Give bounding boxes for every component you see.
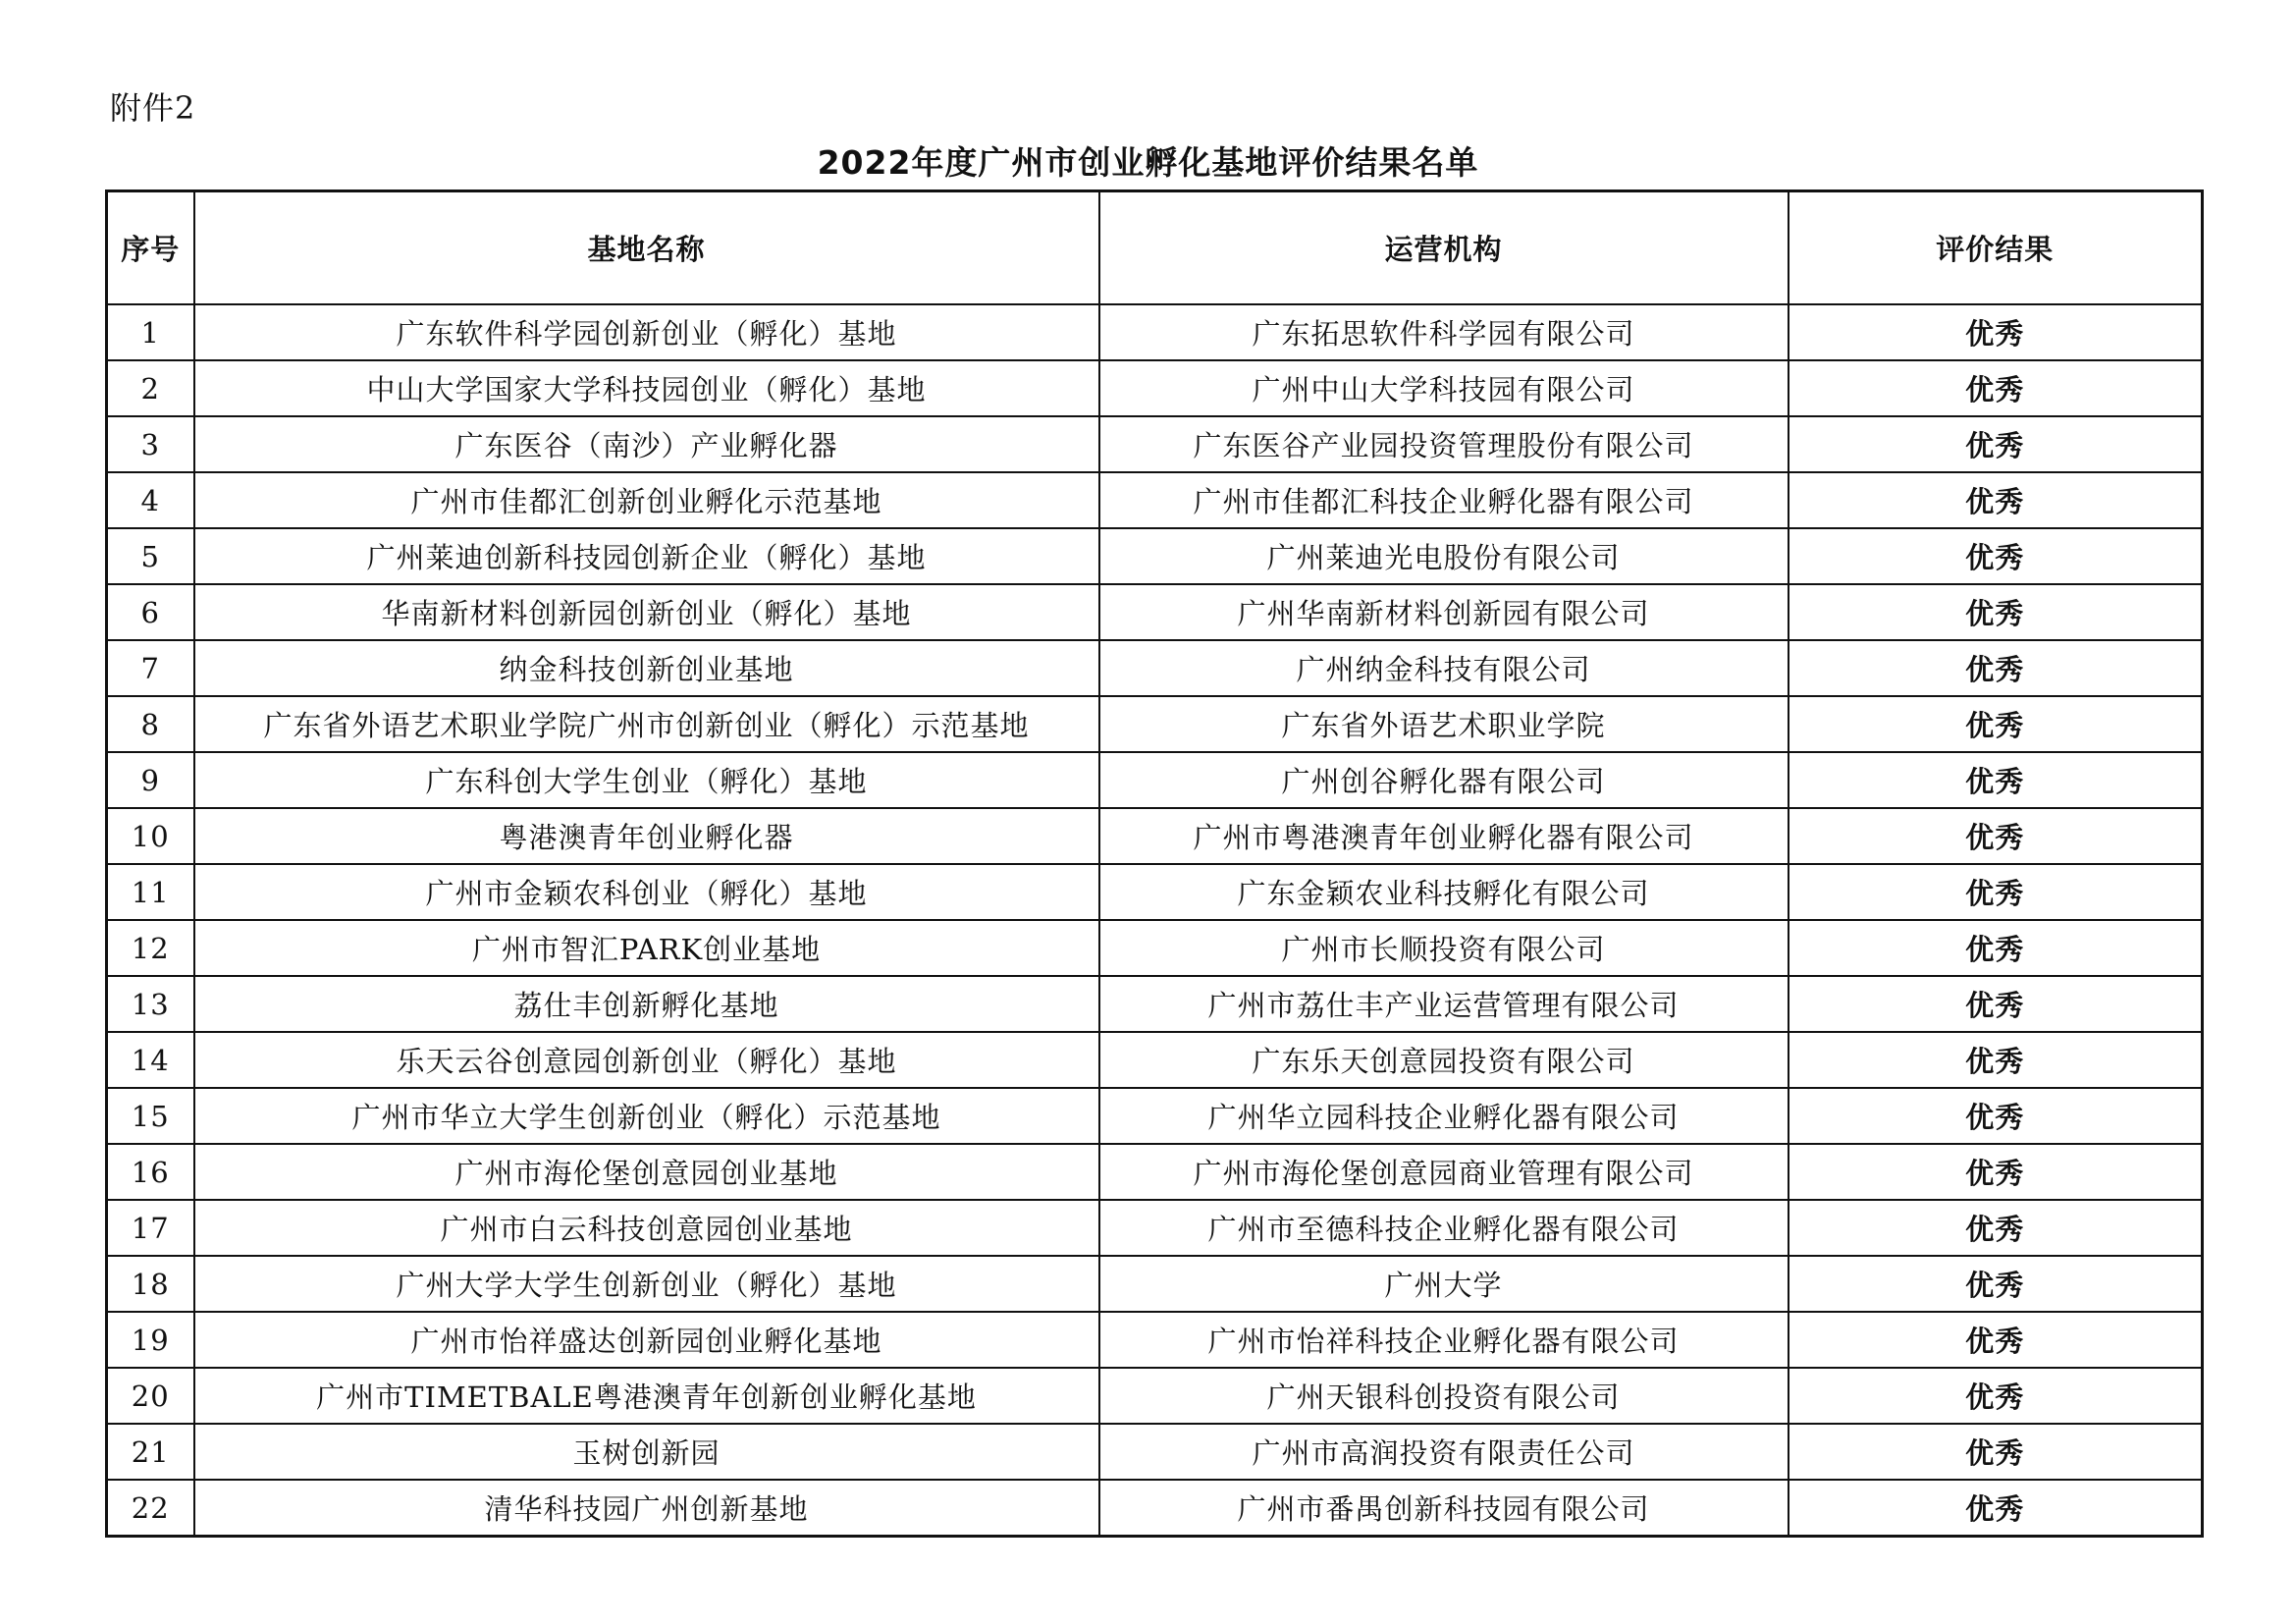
cell-base-name: 广州莱迪创新科技园创新企业（孵化）基地 [194, 528, 1099, 584]
cell-number: 9 [107, 752, 194, 808]
table-body [107, 304, 2203, 1537]
cell-number: 17 [107, 1200, 194, 1256]
cell-number: 18 [107, 1256, 194, 1312]
cell-result: 优秀 [1789, 1200, 2203, 1256]
cell-base-name: 广州市白云科技创意园创业基地 [194, 1200, 1099, 1256]
cell-number: 16 [107, 1144, 194, 1200]
cell-base-name: 广东科创大学生创业（孵化）基地 [194, 752, 1099, 808]
cell-number: 22 [107, 1480, 194, 1537]
cell-number: 12 [107, 920, 194, 976]
cell-operator: 广州华南新材料创新园有限公司 [1099, 584, 1789, 640]
cell-number: 2 [107, 360, 194, 416]
cell-operator: 广州市海伦堡创意园商业管理有限公司 [1099, 1144, 1789, 1200]
cell-base-name: 广州市华立大学生创新创业（孵化）示范基地 [194, 1088, 1099, 1144]
cell-number: 4 [107, 472, 194, 528]
cell-number: 7 [107, 640, 194, 696]
cell-result: 优秀 [1789, 808, 2203, 864]
table-row [107, 472, 2203, 528]
cell-operator: 广州市至德科技企业孵化器有限公司 [1099, 1200, 1789, 1256]
cell-base-name: 广州市TIMETBALE粤港澳青年创新创业孵化基地 [194, 1368, 1099, 1424]
table-row [107, 1032, 2203, 1088]
cell-operator: 广东拓思软件科学园有限公司 [1099, 304, 1789, 360]
table-row [107, 752, 2203, 808]
table-row [107, 528, 2203, 584]
table-row [107, 1256, 2203, 1312]
cell-result: 优秀 [1789, 1480, 2203, 1537]
cell-operator: 广州市粤港澳青年创业孵化器有限公司 [1099, 808, 1789, 864]
cell-operator: 广东医谷产业园投资管理股份有限公司 [1099, 416, 1789, 472]
cell-result: 优秀 [1789, 1368, 2203, 1424]
table-row [107, 1424, 2203, 1480]
column-header-result: 评价结果 [1789, 191, 2203, 305]
cell-number: 14 [107, 1032, 194, 1088]
cell-result: 优秀 [1789, 416, 2203, 472]
cell-operator: 广州市佳都汇科技企业孵化器有限公司 [1099, 472, 1789, 528]
cell-base-name: 中山大学国家大学科技园创业（孵化）基地 [194, 360, 1099, 416]
cell-operator: 广州市番禺创新科技园有限公司 [1099, 1480, 1789, 1537]
cell-operator: 广州市荔仕丰产业运营管理有限公司 [1099, 976, 1789, 1032]
cell-result: 优秀 [1789, 752, 2203, 808]
cell-base-name: 清华科技园广州创新基地 [194, 1480, 1099, 1537]
cell-base-name: 广州大学大学生创新创业（孵化）基地 [194, 1256, 1099, 1312]
table-row [107, 808, 2203, 864]
cell-number: 1 [107, 304, 194, 360]
cell-number: 21 [107, 1424, 194, 1480]
table-row [107, 416, 2203, 472]
cell-base-name: 粤港澳青年创业孵化器 [194, 808, 1099, 864]
cell-base-name: 玉树创新园 [194, 1424, 1099, 1480]
cell-result: 优秀 [1789, 696, 2203, 752]
table-row [107, 1088, 2203, 1144]
cell-result: 优秀 [1789, 1144, 2203, 1200]
cell-base-name: 广东软件科学园创新创业（孵化）基地 [194, 304, 1099, 360]
cell-result: 优秀 [1789, 1424, 2203, 1480]
table-row [107, 1200, 2203, 1256]
cell-operator: 广州市高润投资有限责任公司 [1099, 1424, 1789, 1480]
cell-result: 优秀 [1789, 1032, 2203, 1088]
cell-number: 10 [107, 808, 194, 864]
cell-base-name: 荔仕丰创新孵化基地 [194, 976, 1099, 1032]
cell-result: 优秀 [1789, 920, 2203, 976]
cell-number: 5 [107, 528, 194, 584]
cell-result: 优秀 [1789, 584, 2203, 640]
column-header-operator: 运营机构 [1099, 191, 1789, 305]
cell-result: 优秀 [1789, 1312, 2203, 1368]
cell-number: 6 [107, 584, 194, 640]
table-row [107, 976, 2203, 1032]
cell-base-name: 纳金科技创新创业基地 [194, 640, 1099, 696]
cell-base-name: 广州市金颖农科创业（孵化）基地 [194, 864, 1099, 920]
attachment-label: 附件2 [110, 89, 196, 127]
column-header-base-name: 基地名称 [194, 191, 1099, 305]
cell-operator: 广州中山大学科技园有限公司 [1099, 360, 1789, 416]
table-row [107, 1312, 2203, 1368]
cell-result: 优秀 [1789, 976, 2203, 1032]
cell-operator: 广州华立园科技企业孵化器有限公司 [1099, 1088, 1789, 1144]
table-row [107, 640, 2203, 696]
cell-result: 优秀 [1789, 304, 2203, 360]
cell-result: 优秀 [1789, 472, 2203, 528]
cell-number: 13 [107, 976, 194, 1032]
cell-base-name: 广东医谷（南沙）产业孵化器 [194, 416, 1099, 472]
table-row [107, 864, 2203, 920]
table-row [107, 1480, 2203, 1537]
cell-operator: 广东乐天创意园投资有限公司 [1099, 1032, 1789, 1088]
cell-result: 优秀 [1789, 360, 2203, 416]
evaluation-results-table [105, 189, 2204, 1538]
cell-result: 优秀 [1789, 528, 2203, 584]
cell-operator: 广州大学 [1099, 1256, 1789, 1312]
cell-base-name: 乐天云谷创意园创新创业（孵化）基地 [194, 1032, 1099, 1088]
cell-number: 19 [107, 1312, 194, 1368]
cell-operator: 广州纳金科技有限公司 [1099, 640, 1789, 696]
cell-base-name: 广东省外语艺术职业学院广州市创新创业（孵化）示范基地 [194, 696, 1099, 752]
cell-number: 20 [107, 1368, 194, 1424]
cell-base-name: 广州市智汇PARK创业基地 [194, 920, 1099, 976]
cell-operator: 广州莱迪光电股份有限公司 [1099, 528, 1789, 584]
cell-result: 优秀 [1789, 1256, 2203, 1312]
table-row [107, 360, 2203, 416]
cell-number: 3 [107, 416, 194, 472]
document-title: 2022年度广州市创业孵化基地评价结果名单 [817, 143, 1479, 182]
cell-operator: 广东省外语艺术职业学院 [1099, 696, 1789, 752]
table-row [107, 1368, 2203, 1424]
column-header-number: 序号 [107, 191, 194, 305]
cell-operator: 广州创谷孵化器有限公司 [1099, 752, 1789, 808]
cell-number: 8 [107, 696, 194, 752]
cell-base-name: 华南新材料创新园创新创业（孵化）基地 [194, 584, 1099, 640]
table-row [107, 584, 2203, 640]
cell-result: 优秀 [1789, 864, 2203, 920]
table-header-row [107, 191, 2203, 305]
cell-result: 优秀 [1789, 640, 2203, 696]
cell-number: 11 [107, 864, 194, 920]
cell-operator: 广州市怡祥科技企业孵化器有限公司 [1099, 1312, 1789, 1368]
cell-base-name: 广州市怡祥盛达创新园创业孵化基地 [194, 1312, 1099, 1368]
cell-operator: 广州天银科创投资有限公司 [1099, 1368, 1789, 1424]
table-row [107, 920, 2203, 976]
table-row [107, 1144, 2203, 1200]
table-row [107, 304, 2203, 360]
cell-operator: 广东金颖农业科技孵化有限公司 [1099, 864, 1789, 920]
cell-base-name: 广州市海伦堡创意园创业基地 [194, 1144, 1099, 1200]
cell-number: 15 [107, 1088, 194, 1144]
cell-base-name: 广州市佳都汇创新创业孵化示范基地 [194, 472, 1099, 528]
cell-operator: 广州市长顺投资有限公司 [1099, 920, 1789, 976]
table-row [107, 696, 2203, 752]
cell-result: 优秀 [1789, 1088, 2203, 1144]
